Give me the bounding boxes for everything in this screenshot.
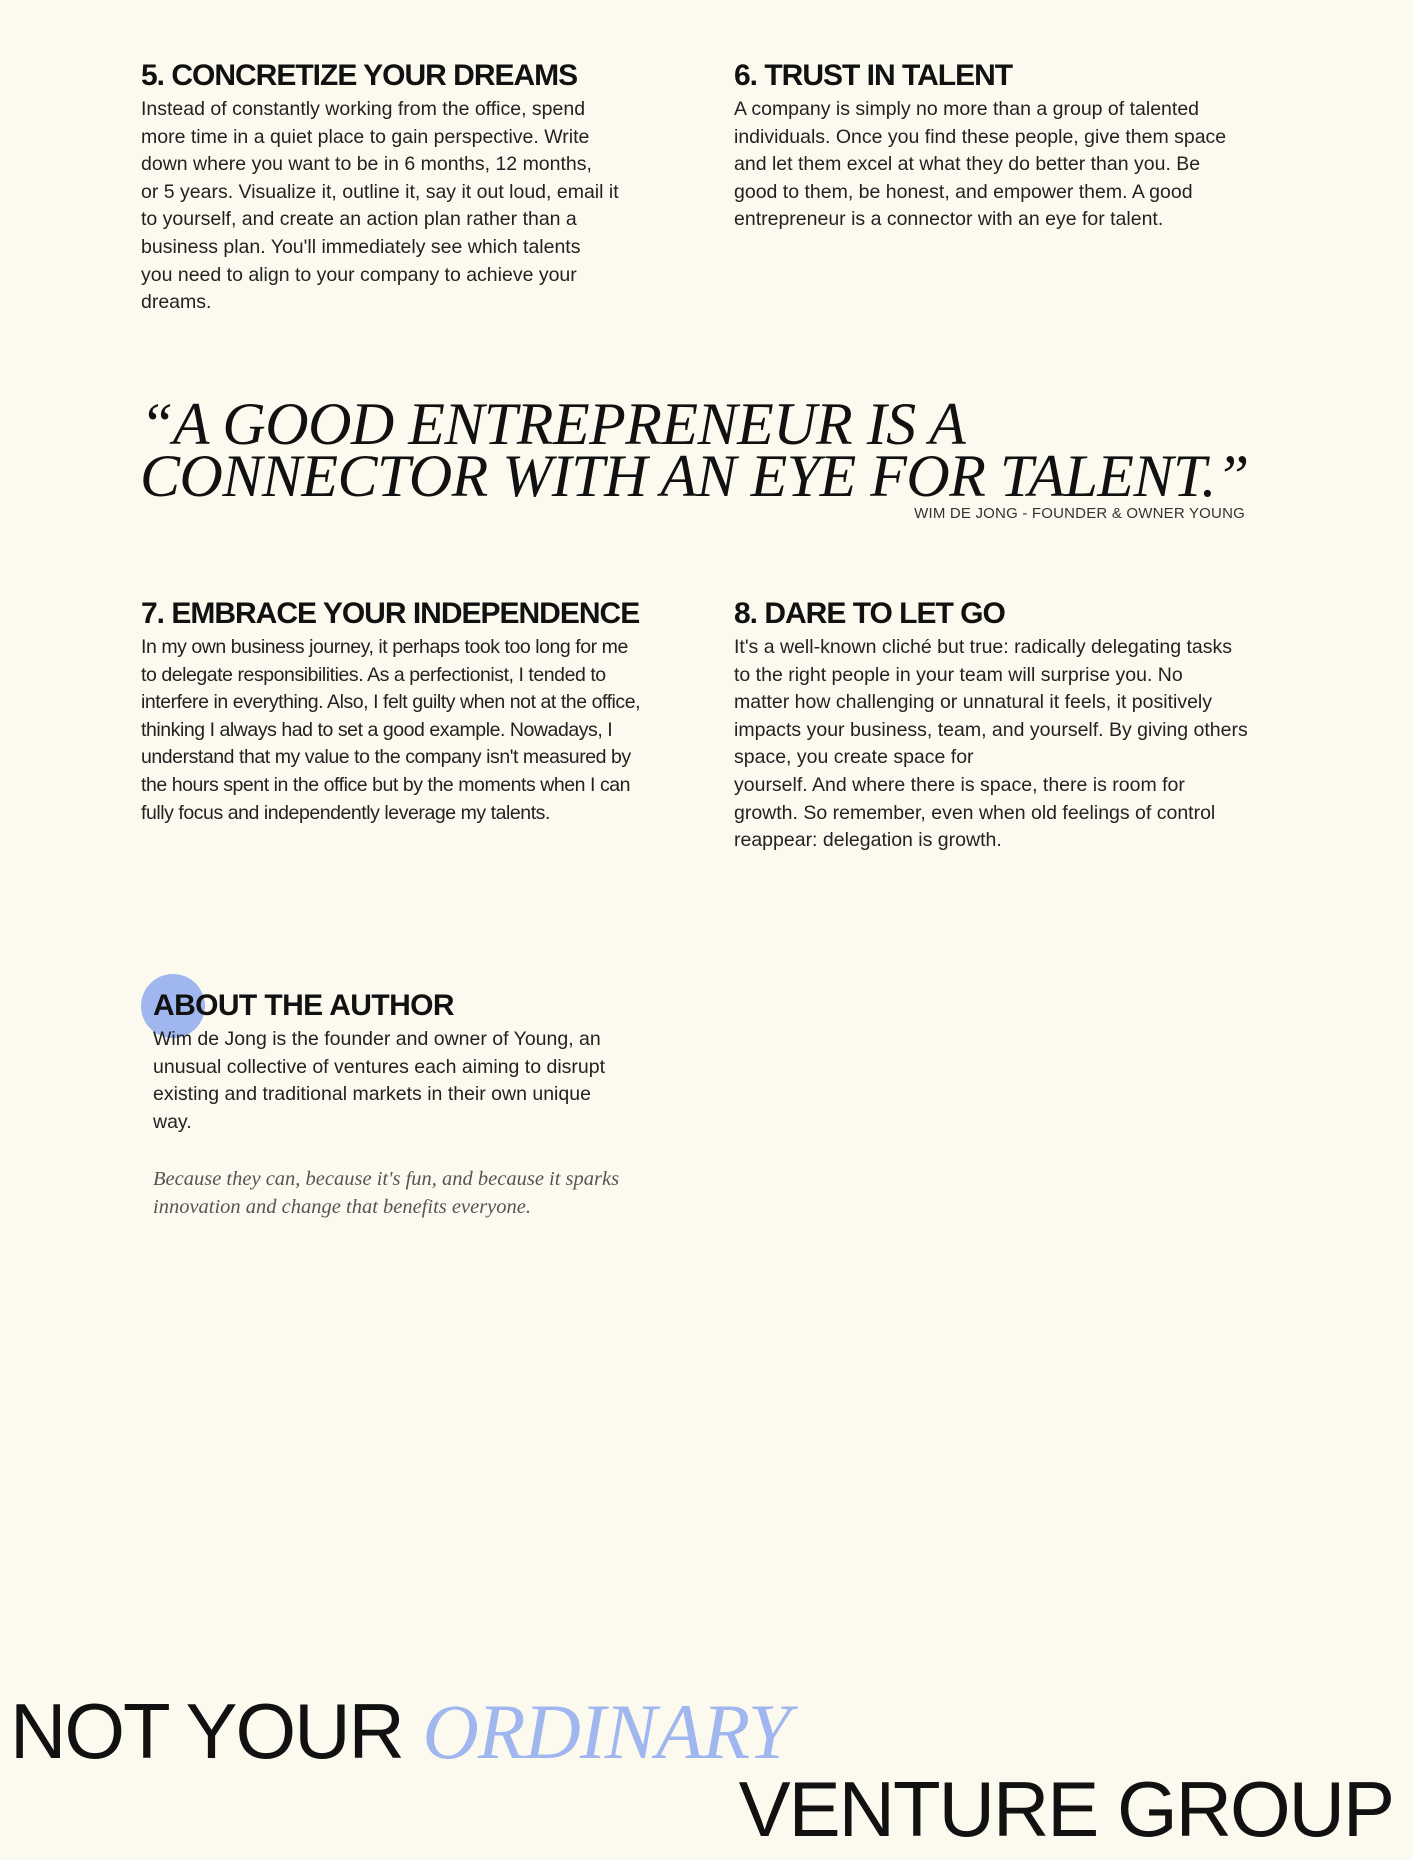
text-line: entrepreneur is a connector with an eye for talent. bbox=[734, 208, 1164, 231]
footer-tagline-line1 bbox=[10, 1688, 790, 1775]
text-line: yourself. And where there is space, there is room for bbox=[734, 773, 1185, 796]
text-line: individuals. Once you find these people, give them space bbox=[734, 125, 1227, 148]
text-line: Because they can, because it's fun, and because it sparks bbox=[153, 1168, 620, 1191]
section-trust-in-talent bbox=[734, 56, 1294, 234]
section-dare-to-let-go bbox=[734, 594, 1314, 855]
text-line: or 5 years. Visualize it, outline it, say it out loud, email it bbox=[141, 180, 619, 203]
section-heading: 6. TRUST IN TALENT bbox=[734, 59, 1013, 92]
text-line: to yourself, and create an action plan rather than a bbox=[141, 208, 577, 231]
text-line: innovation and change that benefits everyone. bbox=[153, 1195, 532, 1218]
text-line: impacts your business, team, and yourself. By giving others bbox=[734, 718, 1248, 741]
section-body bbox=[141, 96, 661, 317]
about-author-body bbox=[153, 1026, 693, 1136]
footer-plain-text: NOT YOUR bbox=[10, 1687, 403, 1775]
text-line: dreams. bbox=[141, 291, 212, 314]
text-line: A company is simply no more than a group of talented bbox=[734, 98, 1200, 120]
text-line: interfere in everything. Also, I felt guilty when not at the office, bbox=[141, 691, 641, 714]
about-author-heading: ABOUT THE AUTHOR bbox=[153, 989, 454, 1022]
pull-quote-line: “A GOOD ENTREPRENEUR IS A bbox=[140, 391, 966, 457]
text-line: reappear: delegation is growth. bbox=[734, 829, 1002, 852]
section-heading: 7. EMBRACE YOUR INDEPENDENCE bbox=[141, 597, 640, 630]
section-body bbox=[734, 634, 1314, 855]
text-line: matter how challenging or unnatural it feels, it positively bbox=[734, 691, 1212, 714]
text-line: to delegate responsibilities. As a perfectionist, I tended to bbox=[141, 663, 606, 686]
section-body bbox=[141, 634, 681, 827]
text-line: In my own business journey, it perhaps took too long for me bbox=[141, 636, 628, 658]
text-line: existing and traditional markets in their own unique bbox=[153, 1083, 591, 1106]
text-line: understand that my value to the company isn't measured by bbox=[141, 746, 631, 769]
text-line: unusual collective of ventures each aiming to disrupt bbox=[153, 1055, 606, 1078]
text-line: down where you want to be in 6 months, 12 months, bbox=[141, 153, 592, 176]
author-tagline bbox=[153, 1166, 693, 1221]
text-line: Wim de Jong is the founder and owner of Young, an bbox=[153, 1028, 601, 1050]
text-line: Instead of constantly working from the office, spend bbox=[141, 98, 586, 120]
section-embrace-independence bbox=[141, 594, 681, 827]
pull-quote-line: CONNECTOR WITH AN EYE FOR TALENT.” bbox=[140, 443, 1249, 509]
text-line: It's a well-known cliché but true: radically delegating tasks bbox=[734, 636, 1232, 658]
text-line: and let them excel at what they do better than you. Be bbox=[734, 153, 1201, 176]
text-line: way. bbox=[153, 1110, 192, 1133]
text-line: good to them, be honest, and empower them. A good bbox=[734, 180, 1193, 203]
text-line: thinking I always had to set a good example. Nowadays, I bbox=[141, 718, 613, 741]
section-heading: 5. CONCRETIZE YOUR DREAMS bbox=[141, 59, 578, 92]
text-line: you need to align to your company to achieve your bbox=[141, 263, 577, 286]
footer-accent-text: ORDINARY bbox=[422, 1688, 791, 1775]
section-heading: 8. DARE TO LET GO bbox=[734, 597, 1005, 630]
about-author bbox=[153, 986, 693, 1222]
text-line: business plan. You'll immediately see which talents bbox=[141, 235, 581, 258]
section-concretize-dreams bbox=[141, 56, 661, 317]
section-body bbox=[734, 96, 1294, 234]
text-line: to the right people in your team will surprise you. No bbox=[734, 663, 1183, 686]
text-line: space, you create space for bbox=[734, 746, 974, 769]
text-line: fully focus and independently leverage my talents. bbox=[141, 801, 550, 824]
footer-tagline-line2: VENTURE GROUP bbox=[738, 1765, 1393, 1853]
pull-quote bbox=[140, 391, 1249, 509]
text-line: the hours spent in the office but by the moments when I can bbox=[141, 773, 631, 796]
quote-attribution: WIM DE JONG - FOUNDER & OWNER YOUNG bbox=[914, 505, 1245, 522]
text-line: more time in a quiet place to gain perspective. Write bbox=[141, 125, 590, 148]
text-line: growth. So remember, even when old feelings of control bbox=[734, 801, 1216, 824]
